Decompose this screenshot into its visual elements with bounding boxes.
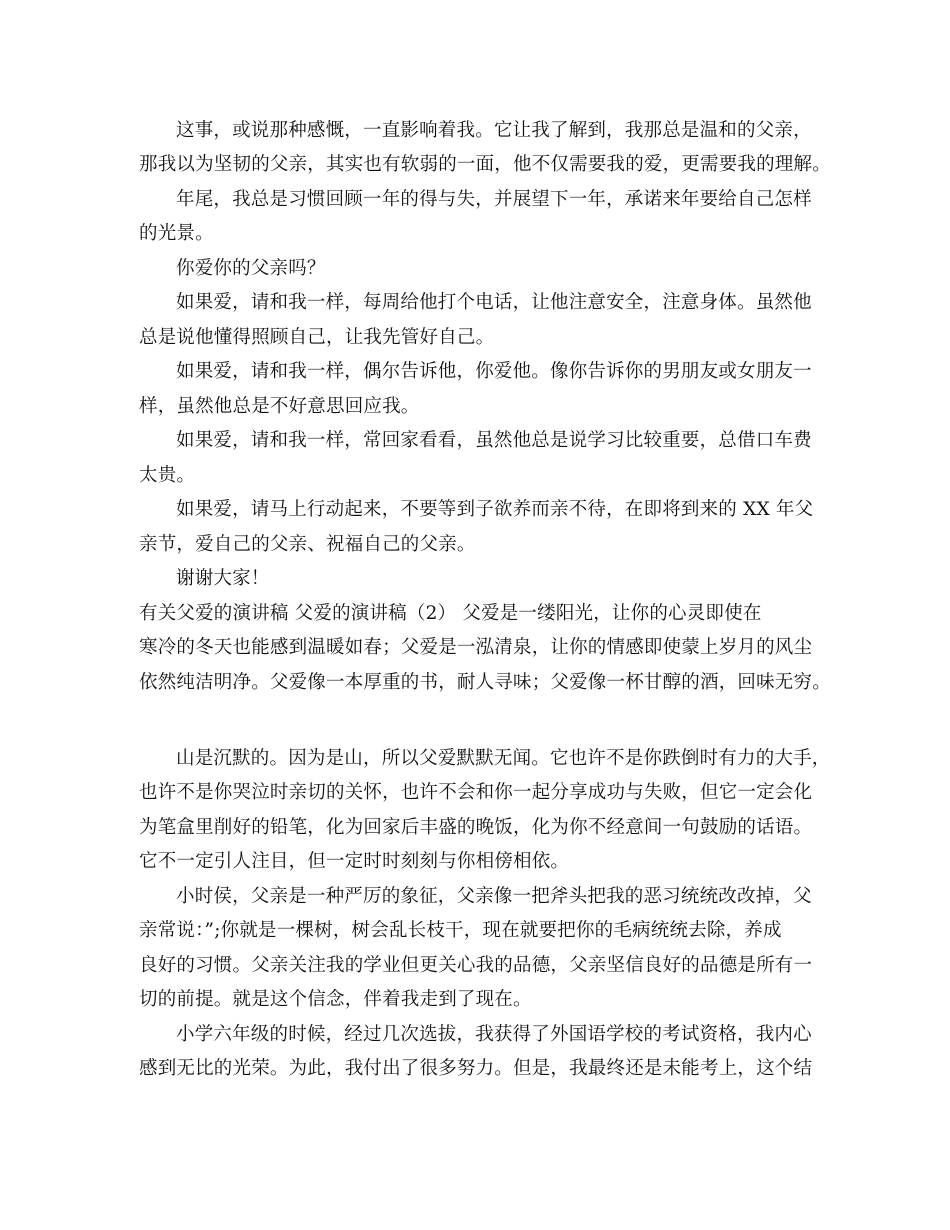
text-line: 寒冷的冬天也能感到温暖如春；父爱是一泓清泉，让你的情感即使蒙上岁月的风尘 [139,637,813,658]
text-line: 那我以为坚韧的父亲，其实也有软弱的一面，他不仅需要我的爱，更需要我的理解。 [139,154,831,175]
text-line: 谢谢大家！ [176,568,270,589]
text-line: 如果爱，请马上行动起来，不要等到子欲养而亲不待，在即将到来的 XX 年父 [176,499,814,520]
text-line: 样，虽然他总是不好意思回应我。 [139,396,420,417]
text-line: 你爱你的父亲吗？ [176,258,326,279]
text-line: 如果爱，请和我一样，每周给他打个电话，让他注意安全，注意身体。虽然他 [176,292,812,313]
text-line: 良好的习惯。父亲关注我的学业但更关心我的品德，父亲坚信良好的品德是所有一 [139,955,813,976]
text-line: 切的前提。就是这个信念，伴着我走到了现在。 [139,989,532,1010]
text-line: 小学六年级的时候，经过几次选拔，我获得了外国语学校的考试资格，我内心 [176,1024,812,1045]
text-line: 太贵。 [139,465,196,486]
text-line: 年尾，我总是习惯回顾一年的得与失，并展望下一年，承诺来年要给自己怎样 [176,189,812,210]
text-line: 亲节，爱自己的父亲、祝福自己的父亲。 [139,534,476,555]
text-line: 它不一定引人注目，但一定时时刻刻与你相傍相依。 [139,851,570,872]
section-heading-line: 有关父爱的演讲稿 父爱的演讲稿（2） 父爱是一缕阳光，让你的心灵即使在 [139,603,762,624]
text-line: 依然纯洁明净。父爱像一本厚重的书，耐人寻味；父爱像一杯甘醇的酒，回味无穷。 [139,672,831,693]
text-line: 这事，或说那种感慨，一直影响着我。它让我了解到，我那总是温和的父亲， [176,120,812,141]
text-line: 总是说他懂得照顾自己，让我先管好自己。 [139,327,495,348]
text-line: 小时侯，父亲是一种严厉的象征，父亲像一把斧头把我的恶习统统改改掉，父 [176,886,812,907]
text-line: 山是沉默的。因为是山，所以父爱默默无闻。它也许不是你跌倒时有力的大手， [176,748,831,769]
text-line: 如果爱，请和我一样，常回家看看，虽然他总是说学习比较重要，总借口车费 [176,430,812,451]
text-line: 为笔盒里削好的铅笔，化为回家后丰盛的晚饭，化为你不经意间一句鼓励的话语。 [139,817,813,838]
text-line: 亲常说：”;你就是一棵树，树会乱长枝干，现在就要把你的毛病统统去除，养成 [139,920,782,941]
text-line: 感到无比的光荣。为此，我付出了很多努力。但是，我最终还是未能考上，这个结 [139,1058,813,1079]
text-line: 也许不是你哭泣时亲切的关怀，也许不会和你一起分享成功与失败，但它一定会化 [139,782,813,803]
text-line: 如果爱，请和我一样，偶尔告诉他，你爱他。像你告诉你的男朋友或女朋友一 [176,361,812,382]
text-line: 的光景。 [139,223,214,244]
